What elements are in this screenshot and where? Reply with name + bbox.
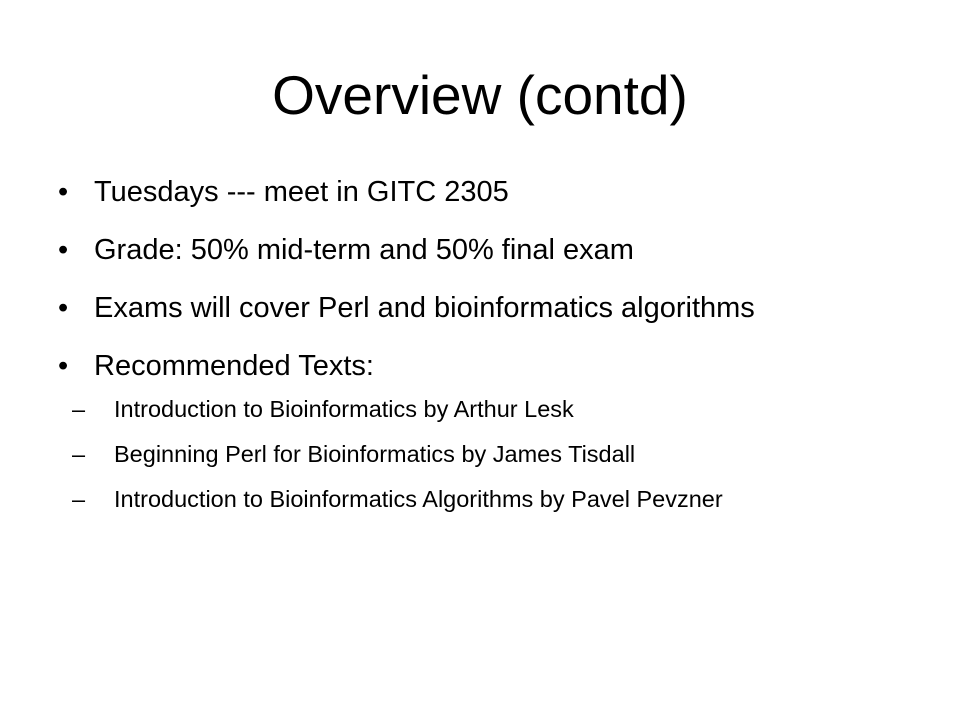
bullet-marker: • bbox=[58, 176, 69, 208]
bullet-marker: • bbox=[58, 350, 69, 382]
sub-bullet-text: Beginning Perl for Bioinformatics by James Tisdall bbox=[114, 441, 636, 467]
bullet-item bbox=[58, 291, 918, 325]
sub-bullet-list bbox=[72, 395, 918, 513]
bullet-text: Grade: 50% mid-term and 50% final exam bbox=[94, 234, 634, 266]
bullet-item bbox=[58, 233, 918, 267]
dash-marker: – bbox=[72, 486, 86, 512]
bullet-text: Recommended Texts: bbox=[94, 350, 374, 382]
sub-bullet-item bbox=[72, 395, 918, 423]
bullet-item bbox=[58, 349, 918, 513]
sub-bullet-text: Introduction to Bioinformatics Algorithms by Pavel Pevzner bbox=[114, 486, 723, 512]
bullet-text: Exams will cover Perl and bioinformatics algorithms bbox=[94, 292, 755, 324]
bullet-list bbox=[58, 175, 918, 537]
sub-bullet-text: Introduction to Bioinformatics by Arthur Lesk bbox=[114, 396, 574, 422]
slide-title: Overview (contd) bbox=[272, 64, 688, 126]
sub-bullet-item bbox=[72, 485, 918, 513]
dash-marker: – bbox=[72, 396, 86, 422]
dash-marker: – bbox=[72, 441, 86, 467]
bullet-text: Tuesdays --- meet in GITC 2305 bbox=[94, 176, 509, 208]
sub-bullet-item bbox=[72, 440, 918, 468]
bullet-marker: • bbox=[58, 292, 69, 324]
bullet-item bbox=[58, 175, 918, 209]
bullet-marker: • bbox=[58, 234, 69, 266]
